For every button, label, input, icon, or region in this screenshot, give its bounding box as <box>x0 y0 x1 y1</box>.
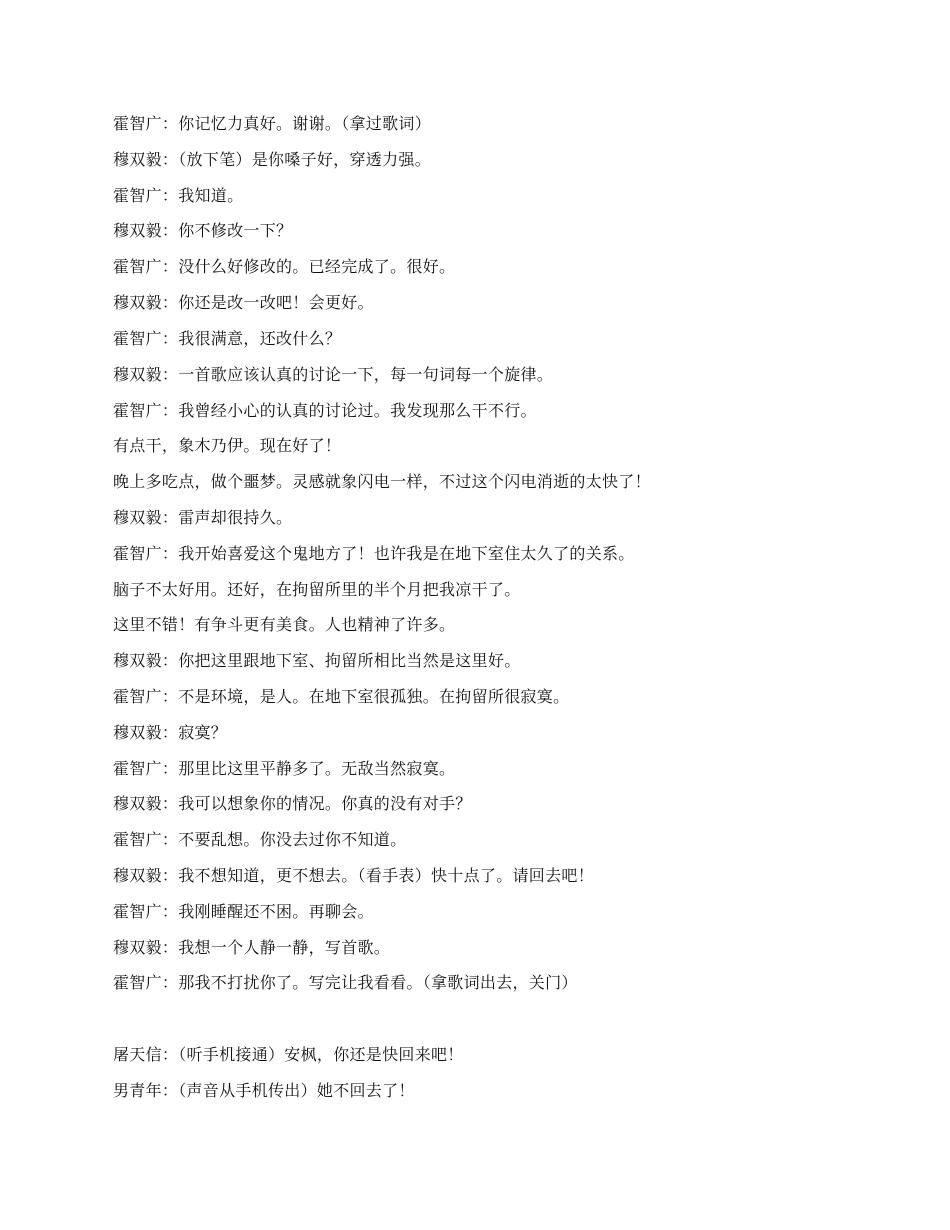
dialogue-line: 男青年：（声音从手机传出）她不回去了！ <box>113 1081 415 1100</box>
dialogue-line: 霍智广：我知道。 <box>113 186 244 205</box>
dialogue-line: 霍智广：不要乱想。你没去过你不知道。 <box>113 830 407 849</box>
dialogue-line: 有点干，象木乃伊。现在好了！ <box>113 436 342 455</box>
dialogue-line: 这里不错！有争斗更有美食。人也精神了许多。 <box>113 615 456 634</box>
dialogue-line: 霍智广：我刚睡醒还不困。再聊会。 <box>113 902 374 921</box>
dialogue-line: 穆双毅：你还是改一改吧！会更好。 <box>113 293 374 312</box>
dialogue-line: 霍智广：我曾经小心的认真的讨论过。我发现那么干不行。 <box>113 401 537 420</box>
dialogue-line: 屠天信：（听手机接通）安枫，你还是快回来吧！ <box>113 1045 464 1064</box>
dialogue-line: 穆双毅：我想一个人静一静，写首歌。 <box>113 938 391 957</box>
dialogue-line: 霍智广：那里比这里平静多了。无敌当然寂寞。 <box>113 759 456 778</box>
dialogue-line: 晚上多吃点，做个噩梦。灵感就象闪电一样，不过这个闪电消逝的太快了！ <box>113 472 651 491</box>
dialogue-line: 穆双毅：雷声却很持久。 <box>113 508 293 527</box>
dialogue-line: 霍智广：那我不打扰你了。写完让我看看。（拿歌词出去，关门） <box>113 973 578 992</box>
dialogue-line: 穆双毅：我可以想象你的情况。你真的没有对手？ <box>113 794 472 813</box>
dialogue-line: 穆双毅：寂寞？ <box>113 723 228 742</box>
dialogue-line: 穆双毅：（放下笔）是你嗓子好，穿透力强。 <box>113 150 432 169</box>
dialogue-line: 脑子不太好用。还好，在拘留所里的半个月把我凉干了。 <box>113 580 521 599</box>
dialogue-line: 穆双毅：你把这里跟地下室、拘留所相比当然是这里好。 <box>113 651 521 670</box>
dialogue-line: 霍智广：我很满意，还改什么？ <box>113 329 342 348</box>
dialogue-line: 霍智广：没什么好修改的。已经完成了。很好。 <box>113 257 456 276</box>
dialogue-line: 穆双毅：我不想知道，更不想去。（看手表）快十点了。请回去吧！ <box>113 866 595 885</box>
dialogue-line: 穆双毅：你不修改一下？ <box>113 221 293 240</box>
dialogue-line: 霍智广：你记忆力真好。谢谢。（拿过歌词） <box>113 114 432 133</box>
dialogue-line: 霍智广：不是环境，是人。在地下室很孤独。在拘留所很寂寞。 <box>113 687 570 706</box>
dialogue-line: 穆双毅：一首歌应该认真的讨论一下，每一句词每一个旋律。 <box>113 365 554 384</box>
dialogue-line: 霍智广：我开始喜爱这个鬼地方了！也许我是在地下室住太久了的关系。 <box>113 544 635 563</box>
